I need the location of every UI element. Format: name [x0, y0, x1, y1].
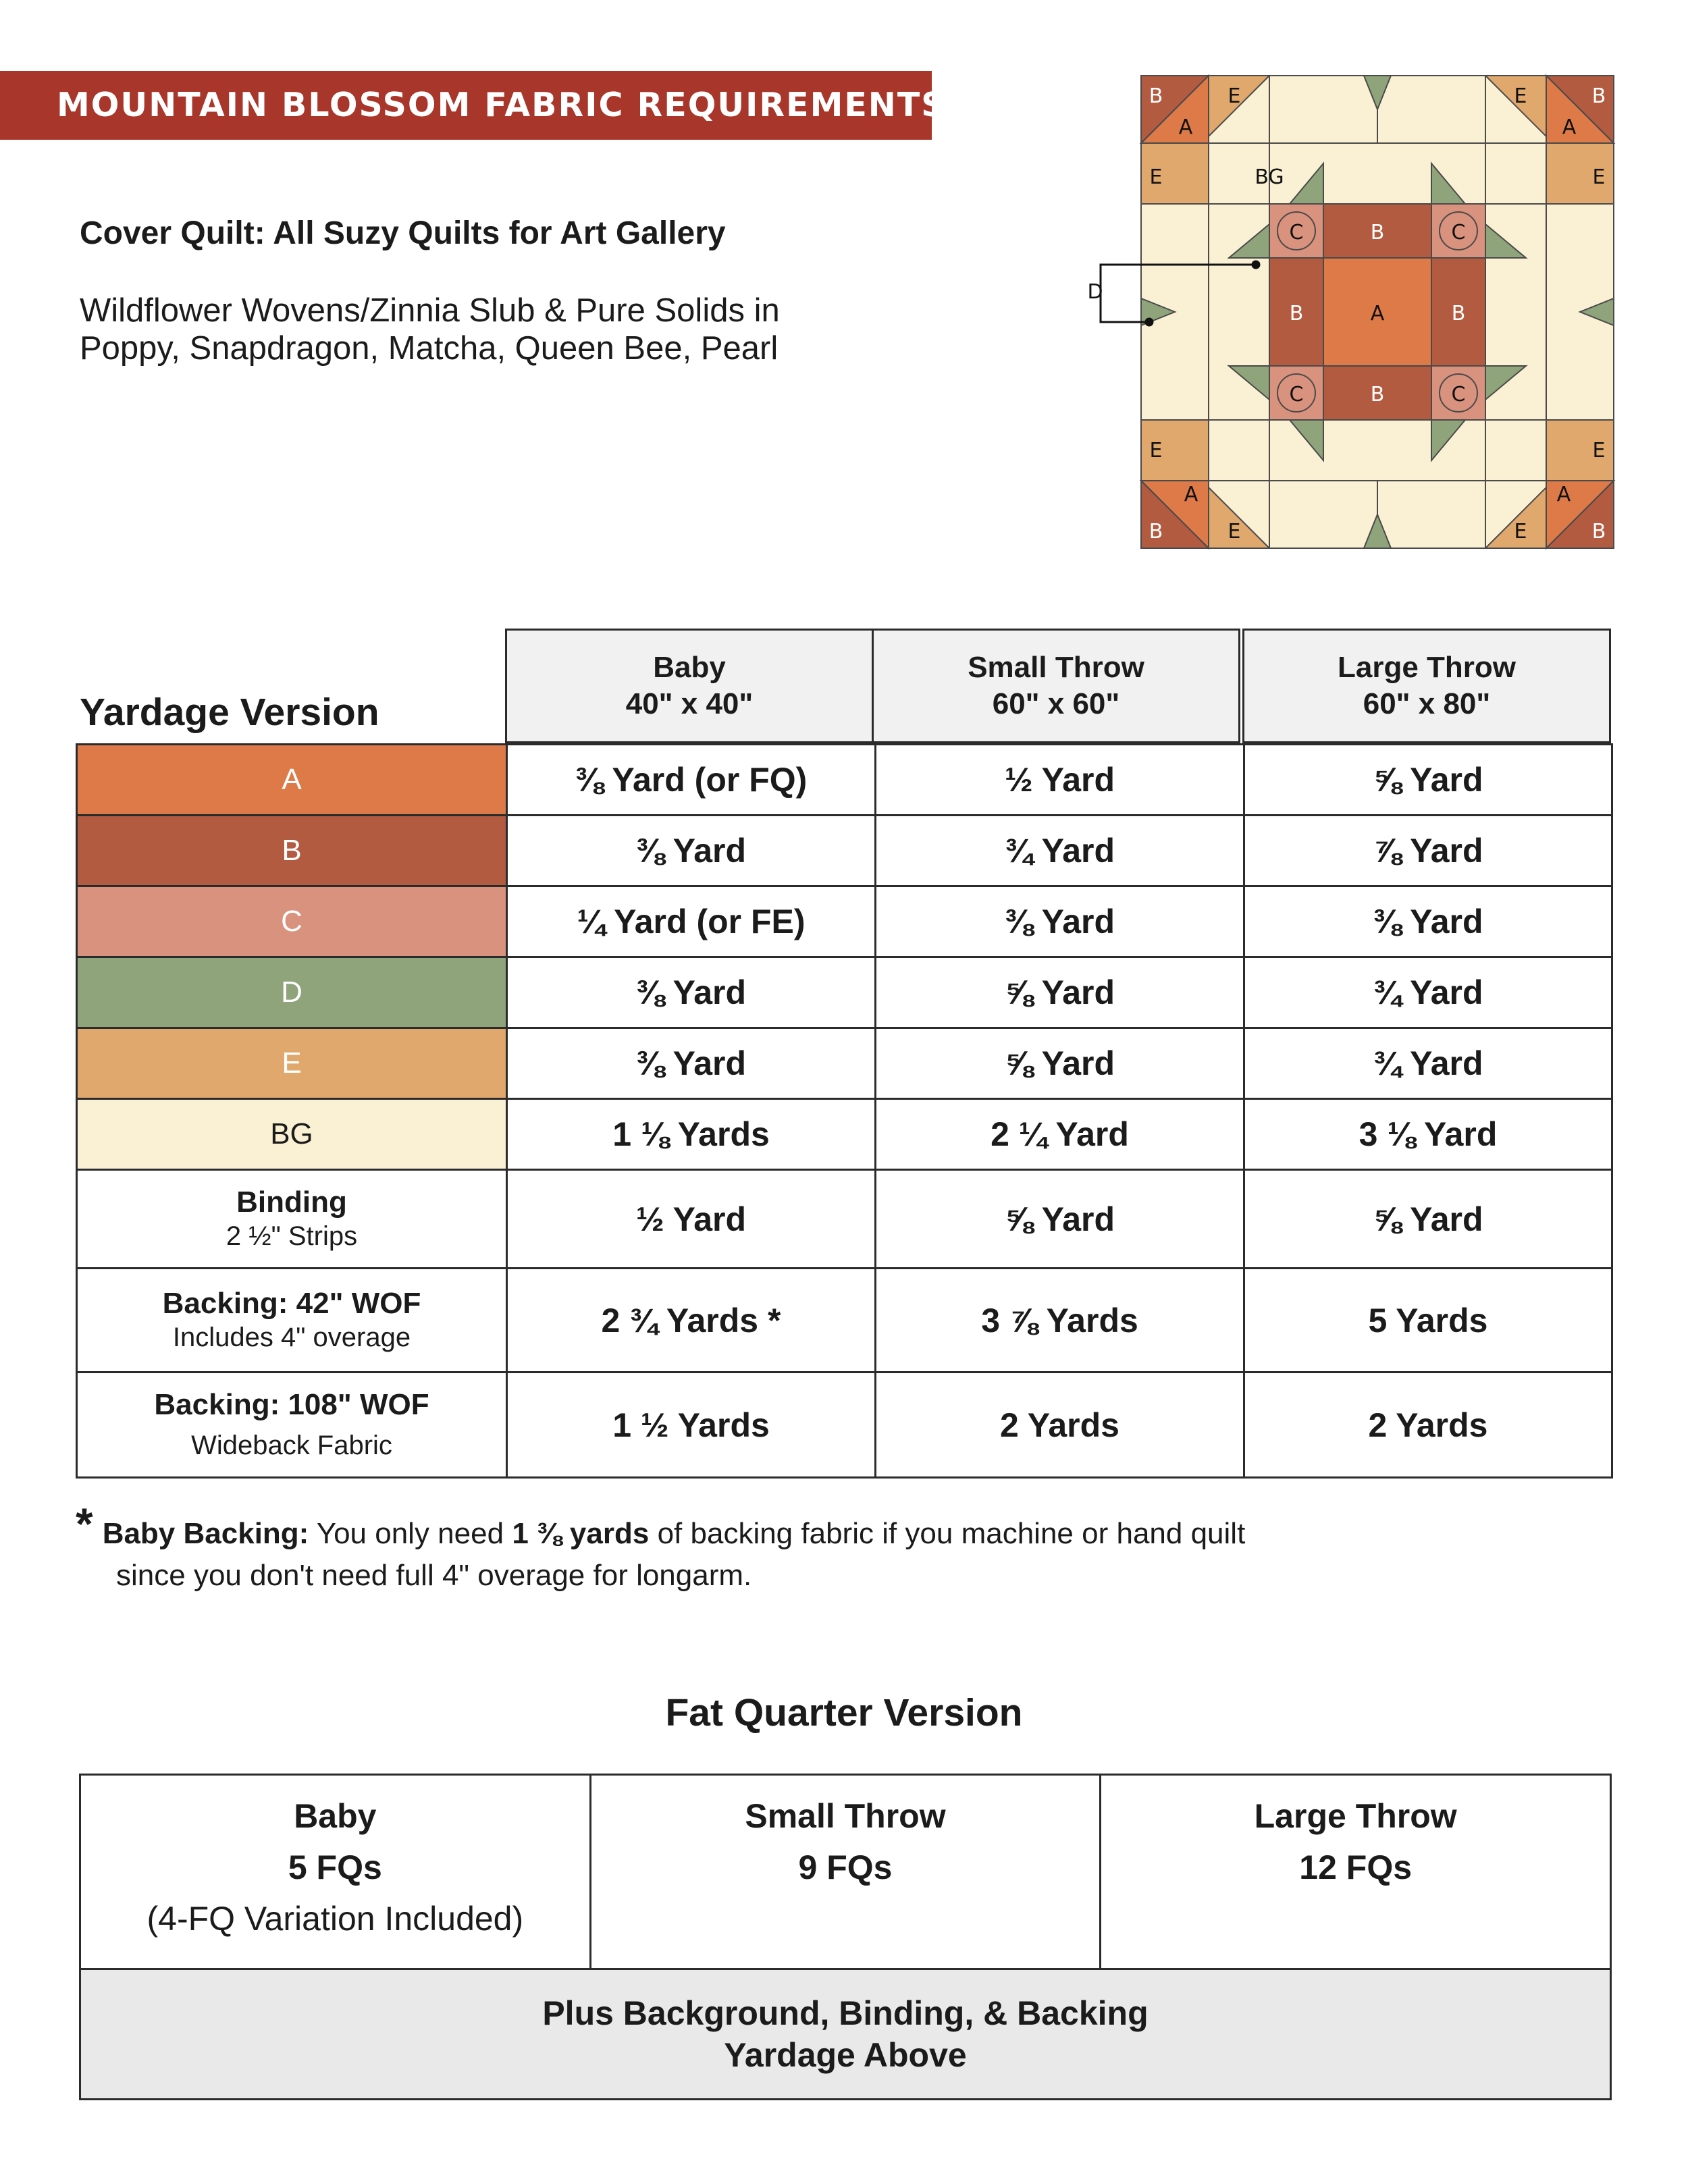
quilt-block-diagram [1087, 76, 1614, 548]
column-header-small-throw: Small Throw 60" x 60" [872, 629, 1240, 743]
table-row: E ⅜ Yard ⅝ Yard ¾ Yard [77, 1028, 1612, 1099]
svg-text:E: E [1228, 84, 1241, 108]
svg-text:C: C [1289, 383, 1304, 406]
fabric-swatch-bg: BG [77, 1099, 507, 1170]
svg-text:C: C [1451, 383, 1466, 406]
label-d: D [1087, 280, 1103, 304]
yardage-heading: Yardage Version [80, 691, 379, 734]
svg-text:A: A [1178, 115, 1193, 139]
yardage-table [76, 743, 1613, 1479]
footnote-star: * [76, 1499, 93, 1549]
backing-42-label: Backing: 42" WOF Includes 4" overage [77, 1269, 507, 1373]
svg-text:B: B [1591, 84, 1606, 108]
table-row: A ⅜ Yard (or FQ) ½ Yard ⅝ Yard [77, 745, 1612, 816]
table-row: BG 1 ⅛ Yards 2 ¼ Yard 3 ⅛ Yard [77, 1099, 1612, 1170]
svg-text:A: A [1184, 483, 1198, 506]
svg-text:E: E [1514, 520, 1527, 543]
svg-text:BG: BG [1255, 165, 1284, 189]
fabric-swatch-d: D [77, 957, 507, 1028]
backing-108-label: Backing: 108" WOF Wideback Fabric [77, 1373, 507, 1478]
column-header-large-throw: Large Throw 60" x 80" [1242, 629, 1611, 743]
svg-text:B: B [1451, 302, 1466, 325]
svg-text:E: E [1592, 439, 1606, 462]
svg-text:C: C [1451, 221, 1466, 244]
svg-text:E: E [1149, 165, 1163, 189]
svg-text:A: A [1370, 302, 1385, 325]
table-row [80, 1775, 1611, 1969]
svg-text:B: B [1370, 221, 1385, 244]
table-row: C ¼ Yard (or FE) ⅜ Yard ⅜ Yard [77, 886, 1612, 957]
fabric-line-1: Wildflower Wovens/Zinnia Slub & Pure Solids in [80, 292, 780, 329]
table-row: B ⅜ Yard ¾ Yard ⅞ Yard [77, 816, 1612, 886]
svg-text:B: B [1370, 383, 1385, 406]
cover-quilt-title: Cover Quilt: All Suzy Quilts for Art Gallery [80, 215, 726, 251]
fabric-line-2: Poppy, Snapdragon, Matcha, Queen Bee, Pearl [80, 330, 779, 367]
svg-text:A: A [1556, 483, 1571, 506]
baby-backing-note: * Baby Backing: You only need 1 ⅜ yards of backing fabric if you machine or hand quilt since you don't need full 4" overage for longarm. [76, 1499, 1246, 1592]
table-row [80, 1969, 1611, 2100]
svg-text:E: E [1514, 84, 1527, 108]
svg-text:B: B [1289, 302, 1304, 325]
svg-text:C: C [1289, 221, 1304, 244]
page-title: MOUNTAIN BLOSSOM FABRIC REQUIREMENTS [57, 86, 947, 124]
table-row: Backing: 42" WOF Includes 4" overage 2 ¾ Yards * 3 ⅞ Yards 5 Yards [77, 1269, 1612, 1373]
fabric-swatch-b: B [77, 816, 507, 886]
svg-text:E: E [1149, 439, 1163, 462]
table-row: D ⅜ Yard ⅝ Yard ¾ Yard [77, 957, 1612, 1028]
fq-footer: Plus Background, Binding, & Backing Yardage Above [80, 1969, 1611, 2100]
svg-text:E: E [1228, 520, 1241, 543]
svg-text:B: B [1149, 520, 1163, 543]
binding-label: Binding 2 ½" Strips [77, 1170, 507, 1269]
svg-text:E: E [1592, 165, 1606, 189]
fq-large-throw: Large Throw 12 FQs [1101, 1775, 1611, 1969]
fabric-swatch-e: E [77, 1028, 507, 1099]
fq-baby: Baby 5 FQs (4-FQ Variation Included) [80, 1775, 591, 1969]
fabric-swatch-c: C [77, 886, 507, 957]
svg-text:B: B [1149, 84, 1163, 108]
svg-text:B: B [1591, 520, 1606, 543]
fat-quarter-heading: Fat Quarter Version [665, 1691, 1023, 1734]
fq-small-throw: Small Throw 9 FQs [590, 1775, 1101, 1969]
table-row: Backing: 108" WOF Wideback Fabric 1 ½ Yards 2 Yards 2 Yards [77, 1373, 1612, 1478]
page-title-banner [0, 71, 947, 140]
fabric-swatch-a: A [77, 745, 507, 816]
svg-text:A: A [1562, 115, 1577, 139]
fat-quarter-table [79, 1774, 1612, 2100]
table-row: Binding 2 ½" Strips ½ Yard ⅝ Yard ⅝ Yard [77, 1170, 1612, 1269]
column-header-baby: Baby 40" x 40" [505, 629, 874, 743]
